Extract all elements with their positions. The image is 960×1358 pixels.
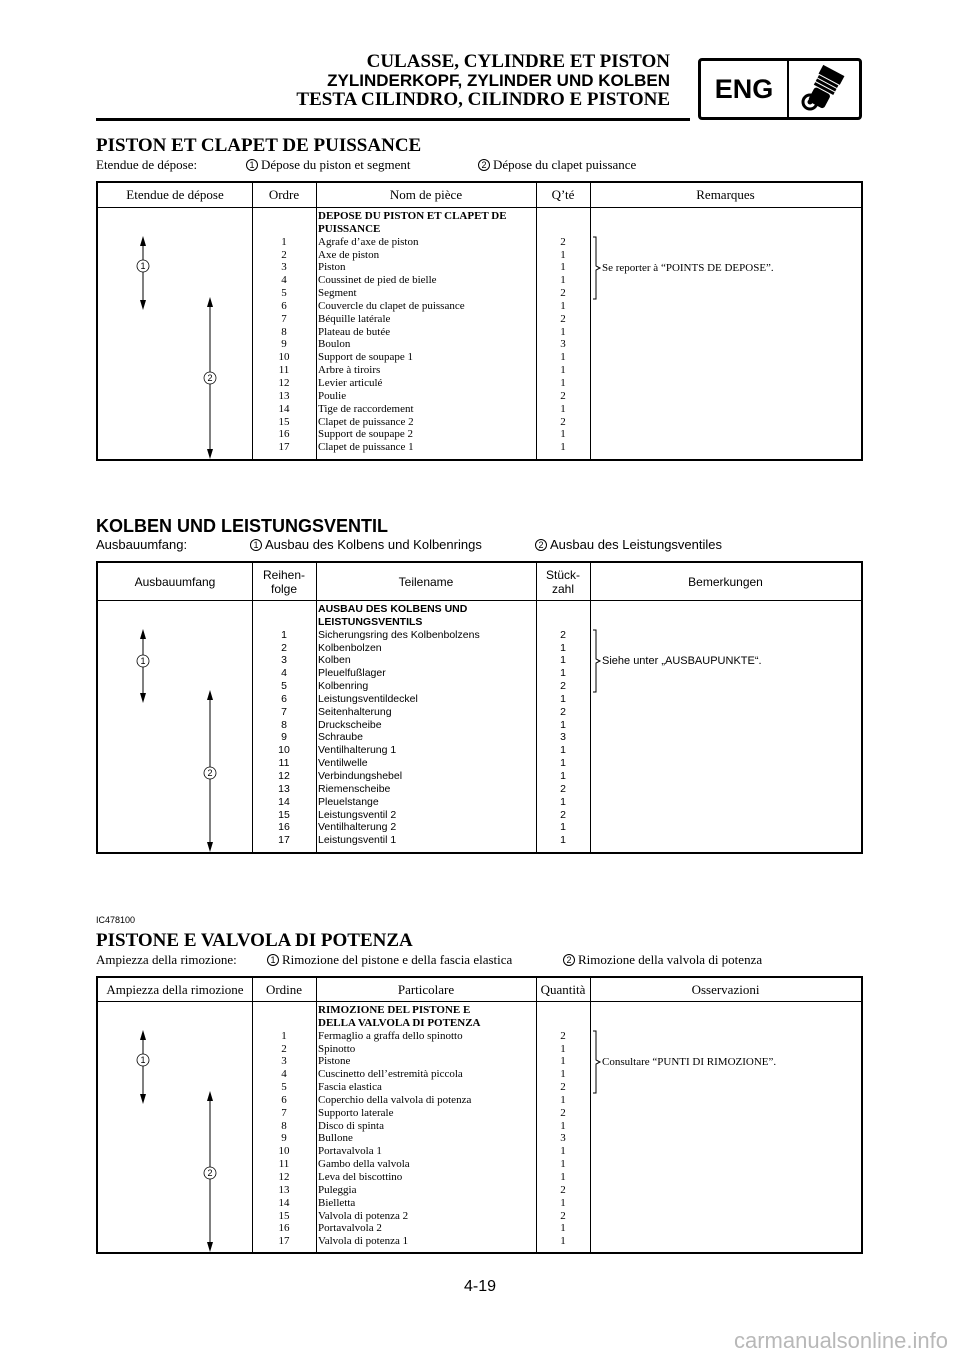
table-row-qty: 1 bbox=[560, 654, 566, 667]
range-arrows bbox=[98, 208, 252, 459]
table-row-order: 7 bbox=[281, 705, 287, 718]
remark-brace bbox=[592, 1030, 602, 1097]
header-qty: Q’té bbox=[551, 187, 575, 202]
remark-brace bbox=[592, 629, 602, 696]
table-row-qty: 1 bbox=[560, 351, 566, 364]
range-2: 2 Dépose du clapet puissance bbox=[478, 156, 636, 174]
table-row-qty: 2 bbox=[560, 1029, 566, 1042]
table-row-name: Pleuelstange bbox=[318, 795, 379, 808]
section-code: IC478100 bbox=[96, 915, 136, 925]
table-row-order: 10 bbox=[278, 744, 290, 757]
range-arrows bbox=[98, 601, 252, 852]
table-row-qty: 1 bbox=[560, 834, 566, 847]
table-row-qty: 2 bbox=[560, 1106, 566, 1119]
remark-text: Se reporter à “POINTS DE DEPOSE”. bbox=[602, 262, 774, 274]
range-2: 2 Rimozione della valvola di potenza bbox=[563, 951, 762, 969]
table-row-name: Ventilhalterung 2 bbox=[318, 821, 397, 834]
table-row-order: 17 bbox=[278, 1235, 290, 1248]
table-row-order: 5 bbox=[281, 287, 287, 300]
table-row-qty: 1 bbox=[560, 248, 566, 261]
range-2: 2 Ausbau des Leistungsventiles bbox=[535, 536, 722, 554]
table-row-order: 11 bbox=[278, 757, 290, 770]
table-row-qty: 1 bbox=[560, 667, 566, 680]
table-row-qty: 1 bbox=[560, 1119, 566, 1132]
header-remarks: Remarques bbox=[696, 187, 755, 202]
chapter-badge-label: ENG bbox=[701, 61, 789, 117]
table-row-order: 13 bbox=[278, 782, 290, 795]
group-heading: DEPOSE DU PISTON ET CLAPET DE bbox=[318, 210, 507, 222]
table-row-order: 2 bbox=[281, 248, 287, 261]
parts-table-de bbox=[96, 561, 863, 854]
watermark: carmanualsonline.info bbox=[733, 1328, 948, 1353]
qty-column bbox=[536, 1004, 590, 1248]
table-row-order: 6 bbox=[281, 1093, 287, 1106]
table-row-qty: 1 bbox=[560, 1145, 566, 1158]
page-number: 4-19 bbox=[463, 1278, 497, 1295]
table-row-order: 6 bbox=[281, 299, 287, 312]
table-row-order: 15 bbox=[278, 415, 290, 428]
table-row-order: 3 bbox=[281, 261, 287, 274]
table-row-qty: 1 bbox=[560, 274, 566, 287]
table-row-order: 9 bbox=[281, 338, 287, 351]
remark-brace bbox=[592, 236, 602, 303]
part-name-column bbox=[318, 603, 480, 847]
table-row-order: 2 bbox=[281, 641, 287, 654]
table-row-name: Clapet de puissance 1 bbox=[318, 441, 414, 454]
header-remarks: Osservazioni bbox=[691, 981, 760, 997]
table-row-name: Sicherungsring des Kolbenbolzens bbox=[318, 628, 480, 641]
table-row-qty: 2 bbox=[560, 312, 566, 325]
header-range: Ausbauumfang bbox=[134, 574, 216, 589]
table-row-order: 7 bbox=[281, 1106, 287, 1119]
table-row-name: Leva del biscottino bbox=[318, 1170, 403, 1183]
table-row-name: Verbindungshebel bbox=[318, 769, 403, 782]
removal-range-it bbox=[96, 951, 863, 969]
table-row-qty: 3 bbox=[560, 1132, 566, 1145]
removal-range-fr bbox=[96, 156, 863, 174]
header-order: Ordre bbox=[268, 187, 300, 202]
table-row-qty: 2 bbox=[560, 628, 566, 641]
table-row-order: 12 bbox=[278, 376, 290, 389]
table-row-name: Ventilwelle bbox=[318, 757, 368, 770]
order-column bbox=[252, 210, 316, 454]
range-arrows bbox=[98, 1002, 252, 1252]
table-row-qty: 1 bbox=[560, 821, 566, 834]
table-row-name: Kolbenring bbox=[318, 680, 369, 693]
table-row-name: Coperchio della valvola di potenza bbox=[318, 1093, 472, 1106]
table-row-order: 15 bbox=[278, 808, 290, 821]
table-row-order: 9 bbox=[281, 1132, 287, 1145]
table-row-qty: 2 bbox=[560, 389, 566, 402]
table-row-qty: 2 bbox=[560, 680, 566, 693]
range-marker-2: 2 bbox=[207, 1168, 213, 1178]
table-body bbox=[98, 208, 861, 459]
table-row-order: 17 bbox=[278, 441, 290, 454]
table-row-order: 1 bbox=[281, 1029, 287, 1042]
chapter-badge bbox=[698, 58, 862, 120]
table-row-name: Leistungsventil 1 bbox=[318, 834, 397, 847]
table-row-name: Bullone bbox=[318, 1132, 353, 1145]
table-row-qty: 1 bbox=[560, 299, 566, 312]
table-row-qty: 2 bbox=[560, 1183, 566, 1196]
table-row-order: 13 bbox=[278, 1183, 290, 1196]
table-row-name: Support de soupape 2 bbox=[318, 428, 414, 441]
table-row-order: 14 bbox=[278, 402, 290, 415]
table-row-order: 3 bbox=[281, 654, 287, 667]
part-name-column bbox=[318, 210, 507, 454]
range-label: Ausbauumfang: bbox=[96, 537, 188, 552]
table-row-order: 8 bbox=[281, 1119, 287, 1132]
table-row-name: Druckscheibe bbox=[318, 718, 382, 731]
table-row-qty: 1 bbox=[560, 1170, 566, 1183]
range-1: 1 Dépose du piston et segment bbox=[246, 156, 410, 174]
section-title-it: PISTONE E VALVOLA DI POTENZA bbox=[96, 930, 413, 951]
table-row-qty: 1 bbox=[560, 441, 566, 454]
qty-column bbox=[536, 210, 590, 454]
table-row-order: 8 bbox=[281, 718, 287, 731]
table-row-order: 5 bbox=[281, 1081, 287, 1094]
table-row-name: Segment bbox=[318, 287, 357, 300]
remark-text: Consultare “PUNTI DI RIMOZIONE”. bbox=[602, 1056, 777, 1068]
table-row-name: Cuscinetto dell’estremità piccola bbox=[318, 1068, 463, 1081]
table-row-name: Spinotto bbox=[318, 1042, 356, 1055]
table-row-order: 6 bbox=[281, 692, 287, 705]
chapter-title-fr: CULASSE, CYLINDRE ET PISTON bbox=[366, 51, 670, 72]
table-row-qty: 2 bbox=[560, 287, 566, 300]
table-row-qty: 1 bbox=[560, 364, 566, 377]
table-row-name: Kolben bbox=[318, 654, 351, 667]
range-marker-1: 1 bbox=[140, 656, 146, 666]
table-row-name: Clapet de puissance 2 bbox=[318, 415, 414, 428]
group-heading: LEISTUNGSVENTILS bbox=[318, 615, 423, 628]
table-row-order: 10 bbox=[278, 1145, 290, 1158]
header-remarks: Bemerkungen bbox=[688, 574, 763, 589]
table-row-order: 16 bbox=[278, 1222, 290, 1235]
table-row-order: 15 bbox=[278, 1209, 290, 1222]
table-row-order: 10 bbox=[278, 351, 290, 364]
range-marker-2: 2 bbox=[207, 768, 213, 778]
table-row-name: Poulie bbox=[318, 389, 347, 402]
table-row-name: Agrafe d’axe de piston bbox=[318, 235, 419, 248]
table-row-name: Leistungsventildeckel bbox=[318, 692, 418, 705]
chapter-title-de: ZYLINDERKOPF, ZYLINDER UND KOLBEN bbox=[327, 71, 670, 90]
table-row-name: Ventilhalterung 1 bbox=[318, 744, 397, 757]
table-row-order: 14 bbox=[278, 1196, 290, 1209]
table-row-order: 2 bbox=[281, 1042, 287, 1055]
remark-text: Siehe unter „AUSBAUPUNKTE“. bbox=[602, 655, 762, 667]
table-row-order: 11 bbox=[278, 1158, 290, 1171]
table-row-order: 17 bbox=[278, 834, 290, 847]
table-row-name: Tige de raccordement bbox=[318, 402, 414, 415]
parts-table-fr bbox=[96, 181, 863, 461]
section-title-fr: PISTON ET CLAPET DE PUISSANCE bbox=[96, 135, 422, 156]
table-row-qty: 1 bbox=[560, 692, 566, 705]
header-qty: Quantità bbox=[540, 981, 586, 997]
section-it bbox=[96, 915, 863, 1254]
header-order: Reihen- folge bbox=[262, 567, 306, 596]
table-row-name: Puleggia bbox=[318, 1183, 357, 1196]
table-row-name: Bielletta bbox=[318, 1196, 356, 1209]
table-row-qty: 1 bbox=[560, 261, 566, 274]
table-row-order: 5 bbox=[281, 680, 287, 693]
table-row-name: Disco di spinta bbox=[318, 1119, 384, 1132]
table-row-name: Fermaglio a graffa dello spinotto bbox=[318, 1029, 463, 1042]
table-row-name: Leistungsventil 2 bbox=[318, 808, 397, 821]
table-row-order: 7 bbox=[281, 312, 287, 325]
range-marker-2: 2 bbox=[207, 373, 213, 383]
table-row-name: Gambo della valvola bbox=[318, 1158, 410, 1171]
table-row-order: 4 bbox=[281, 274, 287, 287]
table-row-name: Coussinet de pied de bielle bbox=[318, 274, 437, 287]
order-column bbox=[252, 1004, 316, 1248]
table-row-qty: 1 bbox=[560, 428, 566, 441]
table-header bbox=[98, 563, 861, 601]
table-row-order: 1 bbox=[281, 235, 287, 248]
table-row-order: 8 bbox=[281, 325, 287, 338]
section-de bbox=[96, 516, 863, 854]
table-row-name: Béquille latérale bbox=[318, 312, 391, 325]
table-row-qty: 1 bbox=[560, 1196, 566, 1209]
table-row-order: 3 bbox=[281, 1055, 287, 1068]
table-row-qty: 2 bbox=[560, 1081, 566, 1094]
table-row-qty: 2 bbox=[560, 1209, 566, 1222]
table-row-name: Boulon bbox=[318, 338, 351, 351]
table-row-qty: 1 bbox=[560, 641, 566, 654]
table-row-qty: 2 bbox=[560, 705, 566, 718]
table-row-qty: 1 bbox=[560, 1055, 566, 1068]
header-order: Ordine bbox=[265, 981, 303, 997]
table-row-name: Pleuelfußlager bbox=[318, 667, 386, 680]
table-row-qty: 3 bbox=[560, 731, 566, 744]
table-row-qty: 2 bbox=[560, 415, 566, 428]
table-row-name: Kolbenbolzen bbox=[318, 641, 382, 654]
range-label: Ampiezza della rimozione: bbox=[96, 952, 237, 967]
range-label: Etendue de dépose: bbox=[96, 157, 198, 172]
table-header bbox=[98, 183, 861, 208]
table-body bbox=[98, 601, 861, 852]
table-row-qty: 1 bbox=[560, 757, 566, 770]
table-row-qty: 1 bbox=[560, 1093, 566, 1106]
header-qty: Stück- zahl bbox=[545, 567, 580, 596]
table-header bbox=[98, 978, 861, 1002]
chapter-titles bbox=[296, 52, 670, 109]
header-range: Etendue de dépose bbox=[126, 187, 224, 202]
table-row-qty: 2 bbox=[560, 782, 566, 795]
table-row-qty: 1 bbox=[560, 744, 566, 757]
table-row-order: 14 bbox=[278, 795, 290, 808]
table-row-name: Seitenhalterung bbox=[318, 705, 392, 718]
table-row-order: 16 bbox=[278, 821, 290, 834]
table-row-name: Arbre à tiroirs bbox=[318, 364, 381, 377]
range-1: 1 Ausbau des Kolbens und Kolbenrings bbox=[250, 536, 482, 554]
table-row-name: Schraube bbox=[318, 731, 363, 744]
range-1: 1 Rimozione del pistone e della fascia elastica bbox=[267, 951, 512, 969]
table-row-qty: 1 bbox=[560, 402, 566, 415]
header-rule bbox=[96, 118, 690, 121]
table-row-qty: 1 bbox=[560, 1068, 566, 1081]
table-row-qty: 1 bbox=[560, 1158, 566, 1171]
table-row-qty: 2 bbox=[560, 235, 566, 248]
table-row-name: Fascia elastica bbox=[318, 1081, 382, 1094]
table-row-order: 4 bbox=[281, 667, 287, 680]
table-row-order: 1 bbox=[281, 628, 287, 641]
chapter-title-it: TESTA CILINDRO, CILINDRO E PISTONE bbox=[296, 89, 670, 110]
group-heading: PUISSANCE bbox=[318, 222, 381, 235]
range-marker-1: 1 bbox=[140, 261, 146, 271]
table-row-name: Supporto laterale bbox=[318, 1106, 394, 1119]
table-row-order: 13 bbox=[278, 389, 290, 402]
table-row-name: Valvola di potenza 1 bbox=[318, 1235, 409, 1248]
table-row-name: Portavalvola 2 bbox=[318, 1222, 382, 1235]
table-row-qty: 1 bbox=[560, 795, 566, 808]
table-row-name: Axe de piston bbox=[318, 248, 380, 261]
table-row-name: Couvercle du clapet de puissance bbox=[318, 299, 465, 312]
header-part-name: Teilename bbox=[398, 574, 454, 589]
section-title-de: KOLBEN UND LEISTUNGSVENTIL bbox=[96, 516, 389, 536]
table-row-qty: 1 bbox=[560, 325, 566, 338]
part-name-column bbox=[318, 1004, 481, 1248]
group-heading: RIMOZIONE DEL PISTONE E bbox=[318, 1004, 471, 1016]
table-row-name: Plateau de butée bbox=[318, 325, 391, 338]
header-range: Ampiezza della rimozione bbox=[106, 981, 244, 997]
table-row-name: Piston bbox=[318, 261, 346, 274]
table-row-name: Portavalvola 1 bbox=[318, 1145, 382, 1158]
table-row-order: 16 bbox=[278, 428, 290, 441]
range-marker-1: 1 bbox=[140, 1055, 146, 1065]
table-row-name: Support de soupape 1 bbox=[318, 351, 414, 364]
group-heading: AUSBAU DES KOLBENS UND bbox=[318, 603, 468, 615]
table-row-qty: 1 bbox=[560, 376, 566, 389]
table-row-order: 11 bbox=[278, 364, 290, 377]
removal-range-de bbox=[96, 536, 863, 554]
qty-column bbox=[536, 603, 590, 847]
engine-icon bbox=[789, 61, 859, 117]
table-row-order: 12 bbox=[278, 769, 290, 782]
table-row-name: Valvola di potenza 2 bbox=[318, 1209, 409, 1222]
header-part-name: Nom de pièce bbox=[389, 187, 463, 202]
table-row-qty: 1 bbox=[560, 769, 566, 782]
table-row-qty: 1 bbox=[560, 718, 566, 731]
table-row-qty: 2 bbox=[560, 808, 566, 821]
table-body bbox=[98, 1002, 861, 1252]
table-row-qty: 1 bbox=[560, 1042, 566, 1055]
parts-table-it bbox=[96, 976, 863, 1254]
table-row-qty: 1 bbox=[560, 1235, 566, 1248]
section-fr bbox=[96, 136, 863, 461]
table-row-name: Riemenscheibe bbox=[318, 782, 391, 795]
table-row-order: 4 bbox=[281, 1068, 287, 1081]
table-row-name: Levier articulé bbox=[318, 376, 383, 389]
group-heading: DELLA VALVOLA DI POTENZA bbox=[318, 1016, 481, 1029]
table-row-qty: 1 bbox=[560, 1222, 566, 1235]
header-part-name: Particolare bbox=[397, 981, 455, 997]
table-row-qty: 3 bbox=[560, 338, 566, 351]
table-row-name: Pistone bbox=[318, 1055, 351, 1068]
table-row-order: 9 bbox=[281, 731, 287, 744]
table-row-order: 12 bbox=[278, 1170, 290, 1183]
order-column bbox=[252, 603, 316, 847]
